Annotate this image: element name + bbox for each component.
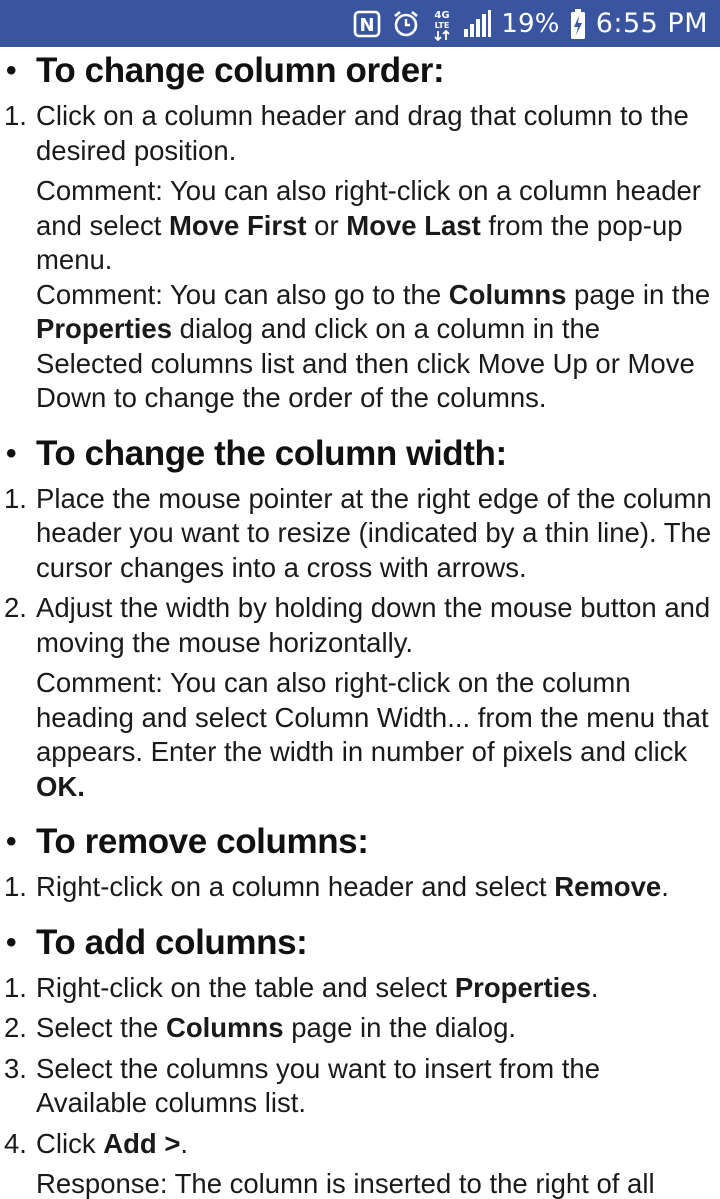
comment-text: Comment: You can also go to the Columns page in the Properties dialog and click on a column in the Selected columns list and then click Move Up or Move Down to change the order of the columns. xyxy=(36,278,711,413)
step-text: Right-click on a column header and select Remove. xyxy=(36,871,669,902)
list-item xyxy=(4,591,714,804)
step-text: Select the Columns page in the dialog. xyxy=(36,1012,517,1043)
nfc-icon xyxy=(353,10,381,38)
bullet: • xyxy=(6,925,17,959)
step-number: 2. xyxy=(4,1012,27,1043)
clock-time: 6:55 PM xyxy=(595,8,708,39)
section-heading xyxy=(4,49,714,93)
comment-text: Comment: You can also right-click on the column heading and select Column Width... from the menu that appears. Enter the width in number of pixels and click OK. xyxy=(36,667,709,802)
step-list xyxy=(4,99,714,416)
section-title: To remove columns: xyxy=(36,822,369,861)
section-title: To change column order: xyxy=(36,51,445,90)
lte-data-icon xyxy=(431,7,453,41)
list-item xyxy=(4,482,714,586)
step-number: 1. xyxy=(4,871,27,902)
step-text: Click Add >. xyxy=(36,1127,189,1159)
section-change-column-order xyxy=(4,49,714,416)
step-number: 2. xyxy=(4,592,27,623)
help-content[interactable] xyxy=(0,47,720,1199)
step-text: Select the columns you want to insert from the Available columns list. xyxy=(36,1052,601,1118)
bullet: • xyxy=(6,436,17,470)
step-list xyxy=(4,870,714,905)
section-heading xyxy=(4,432,714,476)
status-bar xyxy=(0,0,720,47)
alarm-clock-icon xyxy=(391,9,421,39)
svg-text:4G: 4G xyxy=(434,9,450,21)
step-list xyxy=(4,482,714,805)
step-number: 3. xyxy=(4,1052,27,1084)
list-item xyxy=(4,971,714,1006)
section-heading xyxy=(4,820,714,864)
step-text: Right-click on the table and select Properties. xyxy=(36,971,599,1003)
step-number: 4. xyxy=(4,1127,27,1159)
response-text: Response: The column is inserted to the right of all xyxy=(36,1168,655,1199)
section-heading xyxy=(4,921,714,965)
section-change-column-width xyxy=(4,432,714,805)
battery-charging-icon xyxy=(570,8,586,40)
section-title: To add columns: xyxy=(36,922,308,962)
svg-text:LTE: LTE xyxy=(434,20,450,30)
step-list xyxy=(4,971,714,1199)
section-add-columns xyxy=(4,921,714,1199)
comment-text: Comment: You can also right-click on a column header and select Move First or Move Last from the pop-up menu. xyxy=(36,175,701,275)
step-text: Adjust the width by holding down the mouse button and moving the mouse horizontally. xyxy=(36,592,711,658)
step-number: 1. xyxy=(4,971,27,1003)
list-item xyxy=(4,1052,714,1121)
step-number: 1. xyxy=(4,482,27,514)
step-text: Click on a column header and drag that column to the desired position. xyxy=(36,100,689,166)
bullet: • xyxy=(6,825,17,858)
list-item xyxy=(4,870,714,905)
section-title: To change the column width: xyxy=(36,433,507,473)
list-item xyxy=(4,99,714,416)
signal-strength-icon xyxy=(463,9,491,39)
step-number: 1. xyxy=(4,100,27,131)
svg-text:N: N xyxy=(359,14,375,36)
list-item xyxy=(4,1011,714,1046)
step-text: Place the mouse pointer at the right edge of the column header you want to resize (indicated by a thin line). The cursor changes into a cross with arrows. xyxy=(36,482,712,583)
section-remove-columns xyxy=(4,820,714,905)
battery-percent: 19% xyxy=(501,8,560,39)
list-item xyxy=(4,1127,714,1199)
bullet: • xyxy=(6,54,17,87)
